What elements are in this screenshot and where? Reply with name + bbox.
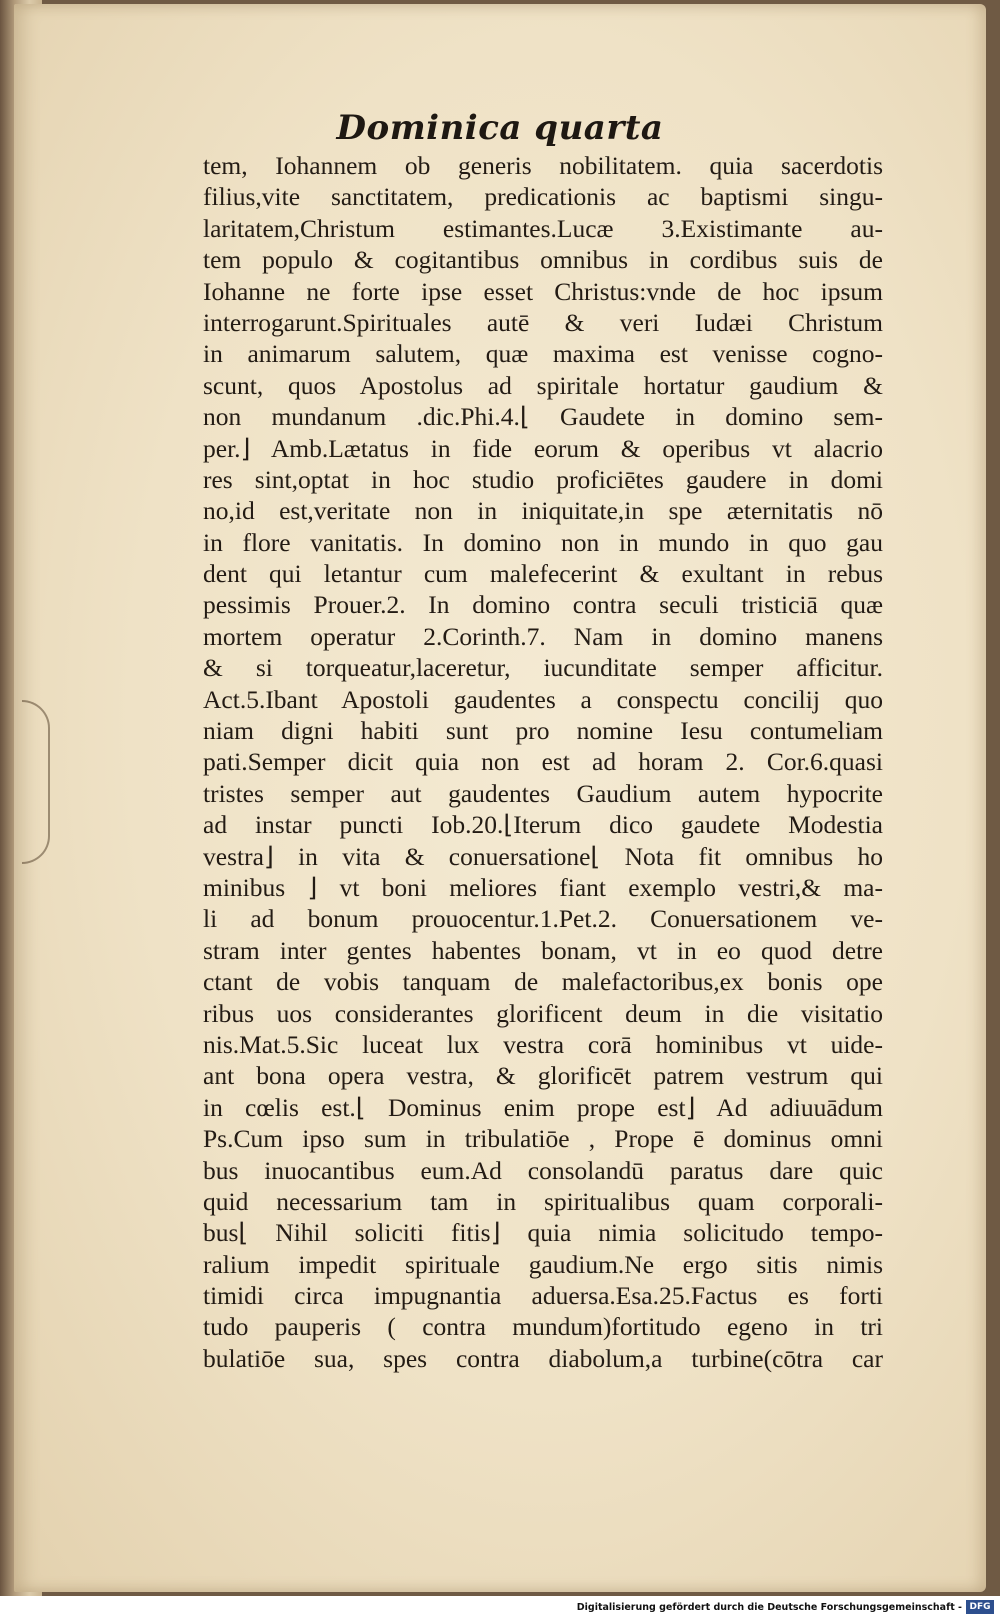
dfg-logo: DFG [966, 1600, 994, 1614]
text-line: res sint,optat in hoc studio proficiētes gaudere in domi [203, 464, 883, 494]
text-line: dent qui letantur cum malefecerint & exultant in rebus [203, 559, 883, 589]
text-line: niam digni habiti sunt pro nomine Iesu contumeliam [203, 716, 883, 746]
text-line: mortem operatur 2.Corinth.7. Nam in domino manens [203, 621, 883, 651]
text-line: in animarum salutem, quæ maxima est venisse cogno- [203, 339, 883, 369]
text-line: stram inter gentes habentes bonam, vt in eo quod detre [203, 935, 883, 965]
text-line: bulatiōe sua, spes contra diabolum,a turbine(cōtra car [203, 1343, 883, 1373]
text-line: pati.Semper dicit quia non est ad horam 2. Cor.6.quasi [203, 747, 883, 777]
digitization-credit: Digitalisierung gefördert durch die Deutsche Forschungsgemeinschaft - [576, 1602, 962, 1613]
text-line: Ps.Cum ipso sum in tribulatiōe , Prope ē dominus omni [203, 1124, 883, 1154]
text-line: minibus ⌋ vt boni meliores fiant exemplo vestri,& ma- [203, 872, 883, 902]
text-line: Act.5.Ibant Apostoli gaudentes a conspectu concilij quo [203, 684, 883, 714]
text-line: in flore vanitatis. In domino non in mundo in quo gau [203, 527, 883, 557]
text-line: ribus uos considerantes glorificent deum in die visitatio [203, 998, 883, 1028]
text-line: li ad bonum prouocentur.1.Pet.2. Conuersationem ve- [203, 904, 883, 934]
text-line: per.⌋ Amb.Lætatus in fide eorum & operibus vt alacrio [203, 433, 883, 463]
text-line: tudo pauperis ( contra mundum)fortitudo egeno in tri [203, 1312, 883, 1342]
text-line: Iohanne ne forte ipse esset Christus:vnde de hoc ipsum [203, 276, 883, 306]
text-line: tem populo & cogitantibus omnibus in cordibus suis de [203, 245, 883, 275]
text-line: bus inuocantibus eum.Ad consolandū paratus dare quic [203, 1155, 883, 1185]
text-line: nis.Mat.5.Sic luceat lux vestra corā hominibus vt uide- [203, 1029, 883, 1059]
text-line: ctant de vobis tanquam de malefactoribus,ex bonis ope [203, 967, 883, 997]
page-fold-mark [22, 700, 50, 864]
running-title: Dominica quarta [336, 108, 664, 148]
text-line: scunt, quos Apostolus ad spiritale hortatur gaudium & [203, 370, 883, 400]
text-line: filius,vite sanctitatem, predicationis ac baptismi singu- [203, 182, 883, 212]
text-line: quid necessarium tam in spiritualibus quam corporali- [203, 1186, 883, 1216]
text-line: & si torqueatur,laceretur, iucunditate semper afficitur. [203, 653, 883, 683]
text-line: non mundanum .dic.Phi.4.⌊ Gaudete in domino sem- [203, 402, 883, 432]
page-text-block [203, 150, 883, 1374]
text-line: timidi circa impugnantia aduersa.Esa.25.Factus es forti [203, 1281, 883, 1311]
text-line: vestra⌋ in vita & conuersatione⌊ Nota fit omnibus ho [203, 841, 883, 871]
text-line: tem, Iohannem ob generis nobilitatem. quia sacerdotis [203, 151, 883, 180]
text-line: ralium impedit spirituale gaudium.Ne ergo sitis nimis [203, 1249, 883, 1279]
text-line: interrogarunt.Spirituales autē & veri Iudæi Christum [203, 307, 883, 337]
text-line: no,id est,veritate non in iniquitate,in spe æternitatis nō [203, 496, 883, 526]
text-line: laritatem,Christum estimantes.Lucæ 3.Existimante au- [203, 213, 883, 243]
text-line: ant bona opera vestra, & glorificēt patrem vestrum qui [203, 1061, 883, 1091]
text-line: in cœlis est.⌊ Dominus enim prope est⌋ Ad adiuuādum [203, 1092, 883, 1122]
text-line: tristes semper aut gaudentes Gaudium autem hypocrite [203, 778, 883, 808]
text-line: bus⌊ Nihil soliciti fitis⌋ quia nimia solicitudo tempo- [203, 1218, 883, 1248]
text-line: pessimis Prouer.2. In domino contra seculi tristiciā quæ [203, 590, 883, 620]
text-line: ad instar puncti Iob.20.⌊Iterum dico gaudete Modestia [203, 810, 883, 840]
